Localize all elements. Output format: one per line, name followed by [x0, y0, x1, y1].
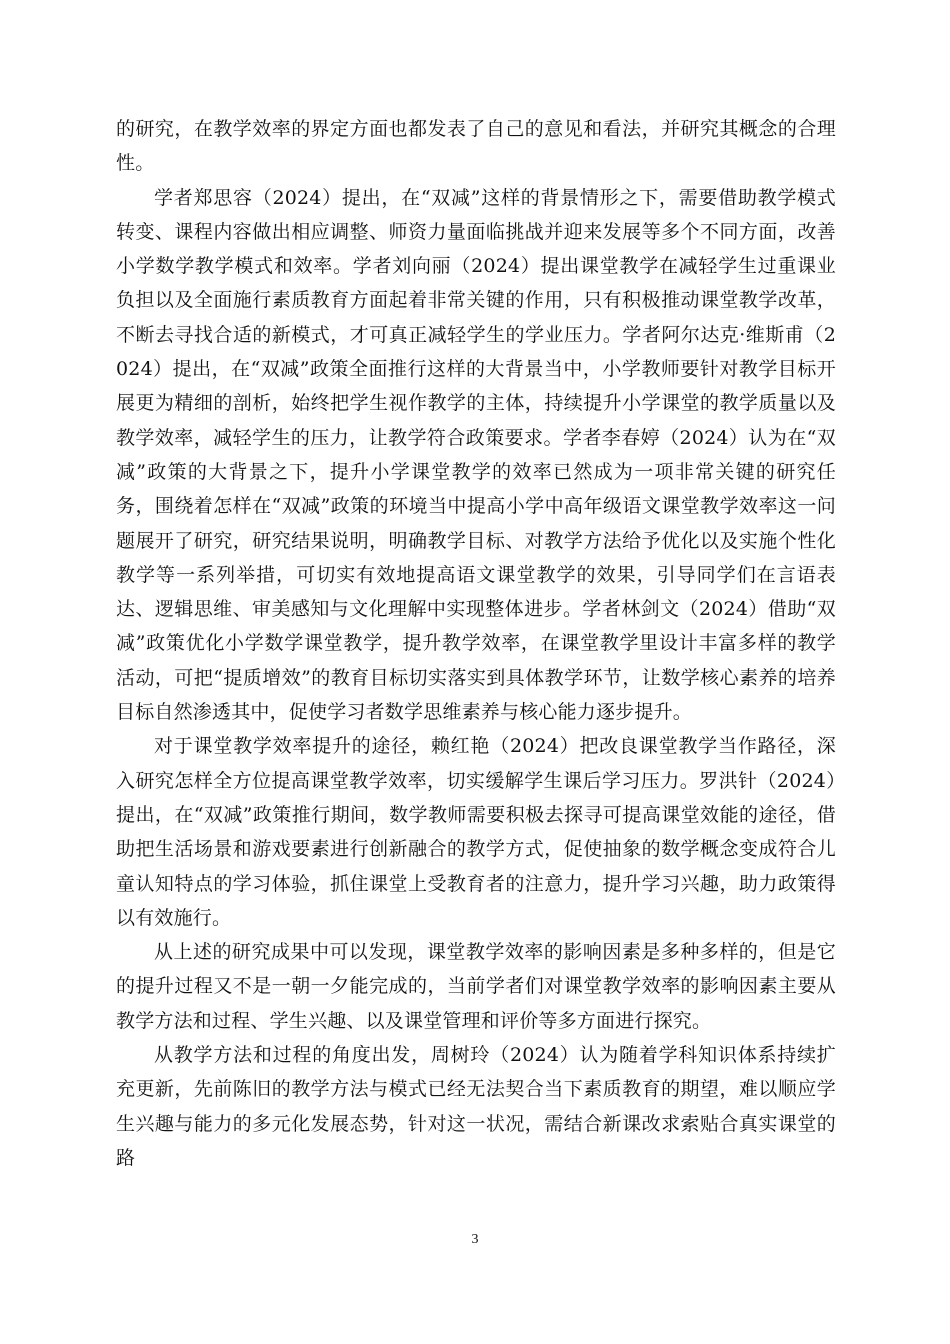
body-text — [116, 112, 836, 1175]
paragraph-4: 从上述的研究成果中可以发现，课堂教学效率的影响因素是多种多样的，但是它的提升过程又不是一朝一夕能完成的，当前学者们对课堂教学效率的影响因素主要从教学方法和过程、学生兴趣、以及课堂管理和评价等多方面进行探究。 — [116, 941, 836, 1032]
paragraph-2: 学者郑思容（2024）提出，在“双减”这样的背景情形之下，需要借助教学模式转变、课程内容做出相应调整、师资力量面临挑战并迎来发展等多个不同方面，改善小学数学教学模式和效率。学者刘向丽（2024）提出课堂教学在减轻学生过重课业负担以及全面施行素质教育方面起着非常关键的作用，只有积极推动课堂教学改革，不断去寻找合适的新模式，才可真正减轻学生的学业压力。学者阿尔达克·维斯甫（2024）提出，在“双减”政策全面推行这样的大背景当中，小学教师要针对教学目标开展更为精细的剖析，始终把学生视作教学的主体，持续提升小学课堂的教学质量以及教学效率，减轻学生的压力，让教学符合政策要求。学者李春婷（2024）认为在“双减”政策的大背景之下，提升小学课堂教学的效率已然成为一项非常关键的研究任务，围绕着怎样在“双减”政策的环境当中提高小学中高年级语文课堂教学效率这一问题展开了研究，研究结果说明，明确教学目标、对教学方法给予优化以及实施个性化教学等一系列举措，可切实有效地提高语文课堂教学的效果，引导同学们在言语表达、逻辑思维、审美感知与文化理解中实现整体进步。学者林剑文（2024）借助“双减”政策优化小学数学课堂教学，提升教学效率，在课堂教学里设计丰富多样的教学活动，可把“提质增效”的教育目标切实落实到具体教学环节，让数学核心素养的培养目标自然渗透其中，促使学习者数学思维素养与核心能力逐步提升。 — [116, 186, 836, 724]
paragraph-3: 对于课堂教学效率提升的途径，赖红艳（2024）把改良课堂教学当作路径，深入研究怎样全方位提高课堂教学效率，切实缓解学生课后学习压力。罗洪针（2024）提出，在“双减”政策推行期间，数学教师需要积极去探寻可提高课堂效能的途径，借助把生活场景和游戏要素进行创新融合的教学方式，促使抽象的数学概念变成符合儿童认知特点的学习体验，抓住课堂上受教育者的注意力，提升学习兴趣，助力政策得以有效施行。 — [116, 735, 836, 929]
paragraph-1: 的研究，在教学效率的界定方面也都发表了自己的意见和看法，并研究其概念的合理性。 — [116, 118, 836, 175]
paragraph-5: 从教学方法和过程的角度出发，周树玲（2024）认为随着学科知识体系持续扩充更新，先前陈旧的教学方法与模式已经无法契合当下素质教育的期望，难以顺应学生兴趣与能力的多元化发展态势，针对这一状况，需结合新课改求索贴合真实课堂的路 — [116, 1044, 836, 1169]
page-number: 3 — [471, 1232, 479, 1247]
